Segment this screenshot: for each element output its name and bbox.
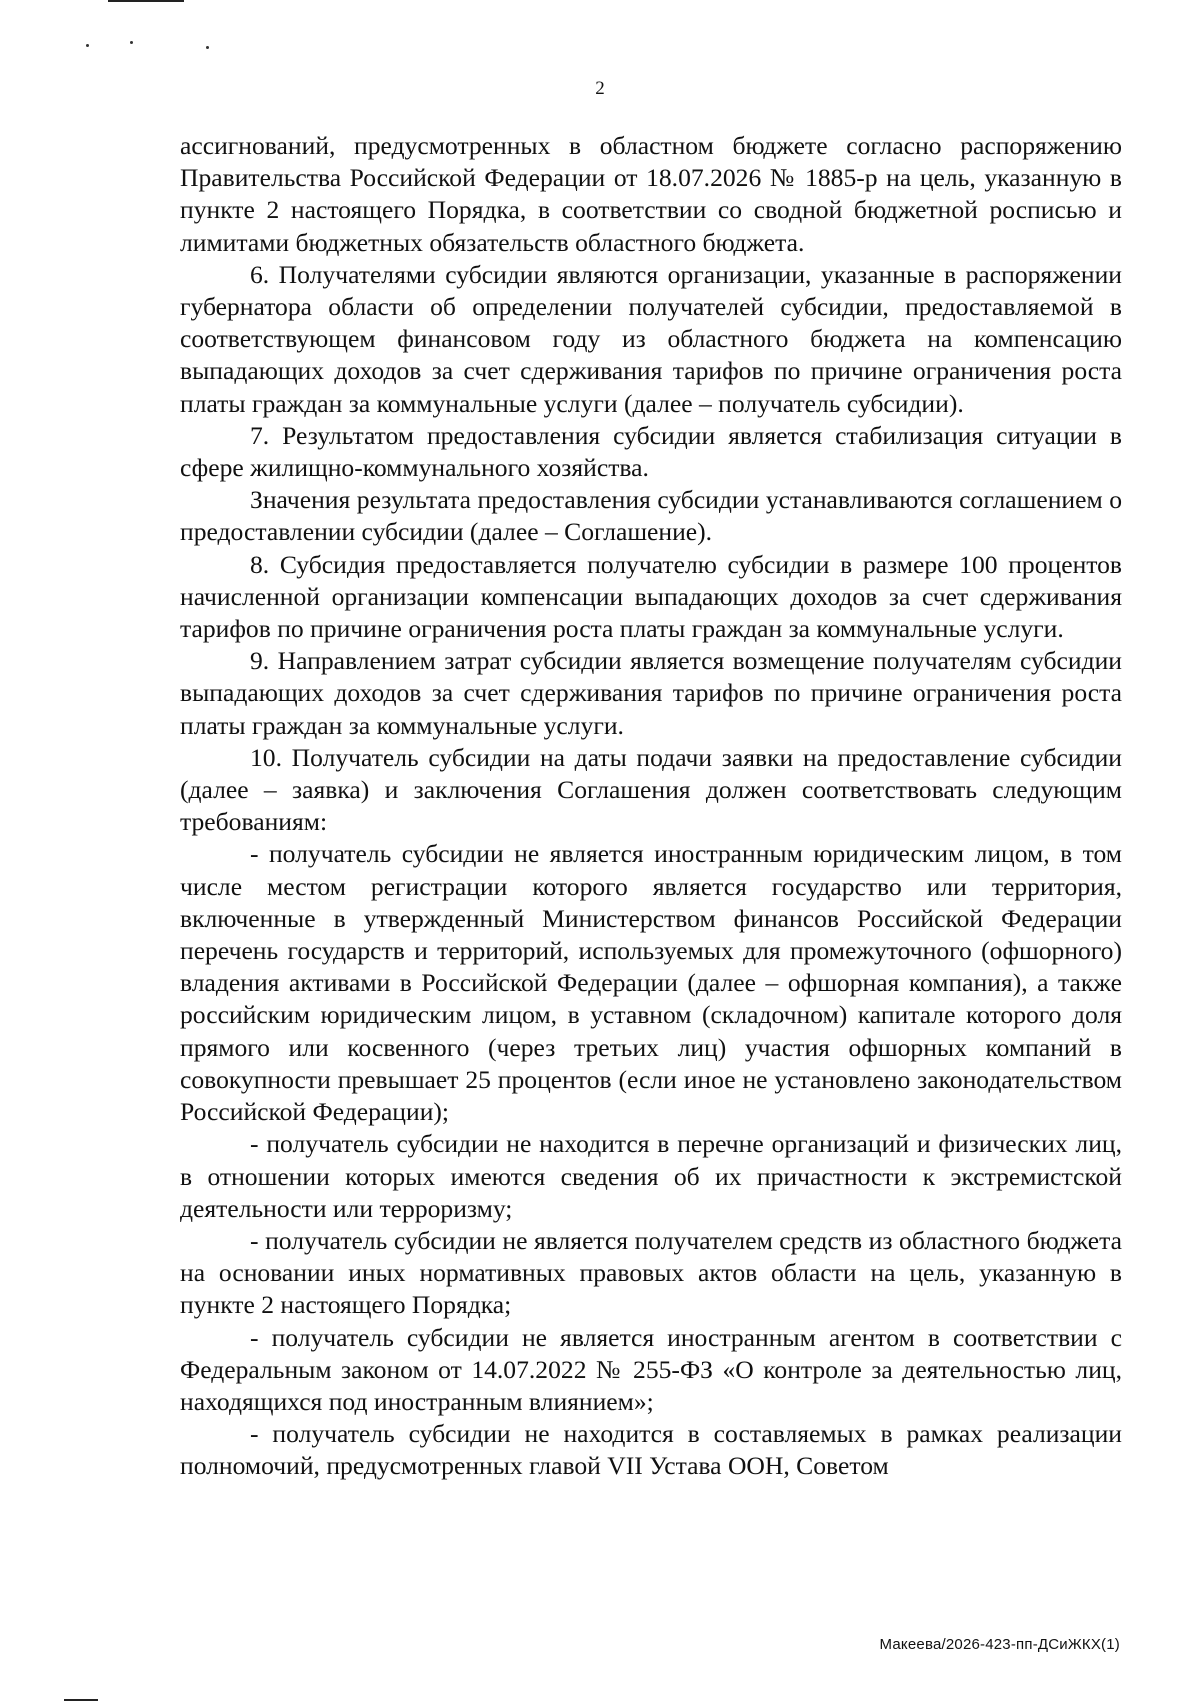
paragraph: Значения результата предоставления субсидии устанавливаются соглашением о предоставлении субсидии (далее – Соглашение). <box>180 485 1122 547</box>
scan-artifact-top-line <box>108 0 184 2</box>
paragraph: 7. Результатом предоставления субсидии является стабилизация ситуации в сфере жилищно-коммунального хозяйства. <box>180 420 1122 483</box>
paragraph: - получатель субсидии не является иностранным агентом в соответствии с Федеральным законом от 14.07.2022 № 255-ФЗ «О контроле за деятельностью лиц, находящихся под иностранным влиянием»; <box>180 1322 1122 1416</box>
paragraph: - получатель субсидии не находится в перечне организаций и физических лиц, в отношении которых имеются сведения об их причастности к экстремистской деятельности или терроризму; <box>180 1129 1122 1223</box>
paragraph: 10. Получатель субсидии на даты подачи заявки на предоставление субсидии (далее – заявка) и заключения Соглашения должен соответствовать следующим требованиям: <box>180 742 1122 837</box>
page-number: 2 <box>595 78 605 99</box>
paragraph: ассигнований, предусмотренных в областном бюджете согласно распоряжению Правительства Российской Федерации от 18.07.2026 № 1885-р на цель, указанную в пункте 2 настоящего Порядка, в соответствии со сводной бюджетной росписью и лимитами бюджетных обязательств областного бюджета. <box>180 131 1122 257</box>
document-reference-code: Макеева/2026-423-пп-ДСиЖКХ(1) <box>879 1636 1120 1653</box>
document-body <box>180 130 1122 1483</box>
scan-artifact-bottom-line <box>64 1699 98 1701</box>
paragraph: - получатель субсидии не является получателем средств из областного бюджета на основании иных нормативных правовых актов области на цель, указанную в пункте 2 настоящего Порядка; <box>180 1225 1122 1320</box>
paragraph: - получатель субсидии не является иностранным юридическим лицом, в том числе местом регистрации которого является государство или территория, включенные в утвержденный Министерством финансов Российской Федерации перечень государств и территорий, используемых для промежуточного (офшорного) владения активами в Российской Федерации (далее – офшорная компания), а также российским юридическим лицом, в уставном (складочном) капитале которого доля прямого или косвенного (через третьих лиц) участия офшорных компаний в совокупности превышает 25 процентов (если иное не установлено законодательством Российской Федерации); <box>180 839 1122 1127</box>
paragraph: 8. Субсидия предоставляется получателю субсидии в размере 100 процентов начисленной организации компенсации выпадающих доходов за счет сдерживания тарифов по причине ограничения роста платы граждан за коммунальные услуги. <box>180 549 1122 644</box>
scan-artifact-dot <box>86 44 89 47</box>
paragraph: 6. Получателями субсидии являются организации, указанные в распоряжении губернатора области об определении получателей субсидии, предоставляемой в соответствующем финансовом году из областного бюджета на компенсацию выпадающих доходов за счет сдерживания тарифов по причине ограничения роста платы граждан за коммунальные услуги (далее – получатель субсидии). <box>180 259 1122 418</box>
scan-artifact-dot <box>130 41 133 44</box>
paragraph: 9. Направлением затрат субсидии является возмещение получателям субсидии выпадающих доходов за счет сдерживания тарифов по причине ограничения роста платы граждан за коммунальные услуги. <box>180 646 1122 740</box>
scan-artifact-dot <box>206 46 209 49</box>
paragraph: - получатель субсидии не находится в составляемых в рамках реализации полномочий, предусмотренных главой VII Устава ООН, Советом <box>180 1419 1122 1481</box>
